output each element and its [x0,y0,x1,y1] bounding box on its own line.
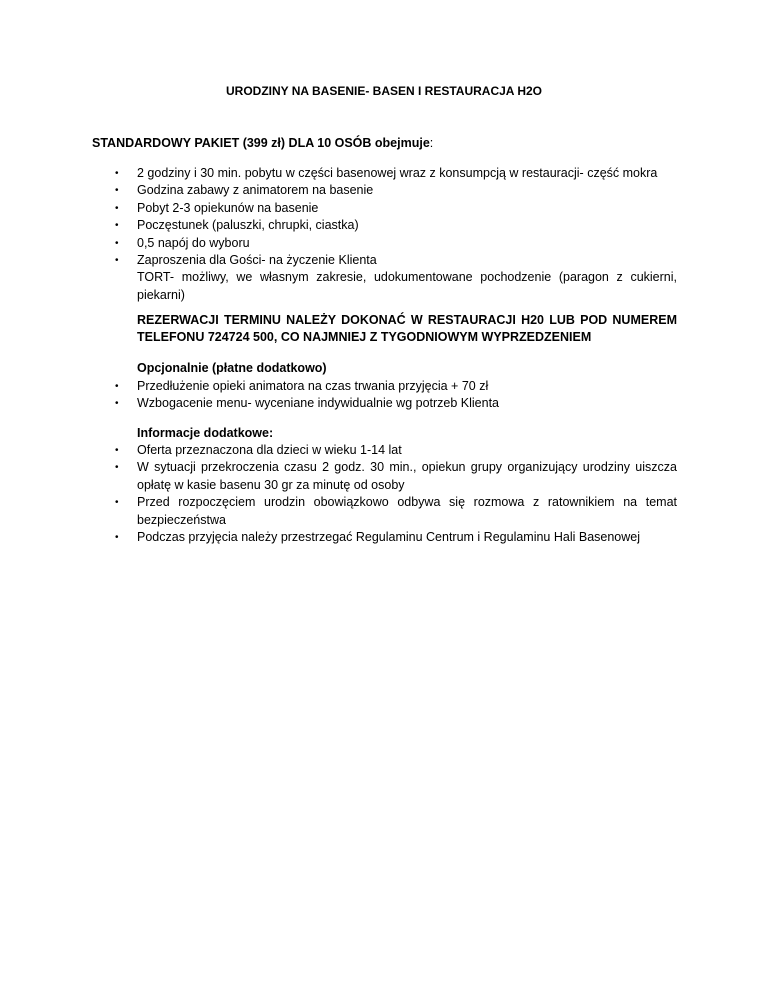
package-heading-bold: STANDARDOWY PAKIET (399 zł) DLA 10 OSÓB obejmuje [92,136,430,150]
list-item-text: Przed rozpoczęciem urodzin obowiązkowo odbywa się rozmowa z ratownikiem na temat bezpieczeństwa [137,495,677,527]
bullet-icon: • [115,220,119,232]
package-heading-suffix: : [429,136,434,150]
bullet-icon: • [115,168,119,179]
list-item-text: Wzbogacenie menu- wyceniane indywidualnie wg potrzeb Klienta [137,396,500,411]
document-title: URODZINY NA BASENIE- BASEN I RESTAURACJA H2O [225,84,543,98]
bullet-icon: • [115,237,119,249]
list-item-text: Podczas przyjęcia należy przestrzegać Regulaminu Centrum i Regulaminu Hali Basenowej [137,530,641,545]
bullet-icon: • [115,202,119,214]
reservation-notice: REZERWACJI TERMINU NALEŻY DOKONAĆ W RESTAURACJI H20 LUB POD NUMEREM TELEFONU 724724 500, CO NAJMNIEJ Z TYGODNIOWYM WYPRZEDZENIEM [137,313,677,345]
bullet-icon: • [115,255,119,267]
optional-list [92,378,677,413]
list-item-text: Poczęstunek (paluszki, chrupki, ciastka) [137,218,359,233]
bullet-icon: • [115,398,119,410]
list-item [92,378,677,395]
list-item-text: Godzina zabawy z animatorem na basenie [137,183,374,198]
list-item-text: Pobyt 2-3 opiekunów na basenie [137,200,319,215]
additional-list [92,442,677,546]
bullet-icon: • [115,532,119,544]
list-item [92,217,677,234]
list-item-text: Zaproszenia dla Gości- na życzenie Klienta [137,253,377,268]
package-heading [92,136,433,150]
bullet-icon: • [115,445,119,456]
bullet-icon: • [115,497,119,509]
list-item-text: 0,5 napój do wyboru [137,235,250,250]
list-item [92,529,677,546]
list-item [92,459,677,494]
list-item-text: 2 godziny i 30 min. pobytu w części basenowej wraz z konsumpcją w restauracji- część mokra [137,166,658,180]
list-item-text: Przedłużenie opieki animatora na czas trwania przyjęcia + 70 zł [137,379,489,393]
optional-heading: Opcjonalnie (płatne dodatkowo) [137,361,327,375]
list-item [92,165,677,182]
package-list [92,165,677,304]
list-item [92,182,677,199]
list-item [92,442,677,459]
cake-note: TORT- możliwy, we własnym zakresie, udokumentowane pochodzenie (paragon z cukierni, piekarni) [137,270,677,302]
list-item-text: Oferta przeznaczona dla dzieci w wieku 1-14 lat [137,443,402,457]
list-item [92,235,677,252]
list-item [92,200,677,217]
bullet-icon: • [115,185,119,197]
list-item [92,252,677,269]
bullet-icon: • [115,381,119,392]
list-item-text: W sytuacji przekroczenia czasu 2 godz. 30 min., opiekun grupy organizujący urodziny uiszcza opłatę w kasie basenu 30 gr za minutę od osoby [137,460,677,492]
bullet-icon: • [115,462,119,474]
list-item [92,395,677,412]
additional-heading: Informacje dodatkowe: [137,426,274,440]
list-item [92,494,677,529]
